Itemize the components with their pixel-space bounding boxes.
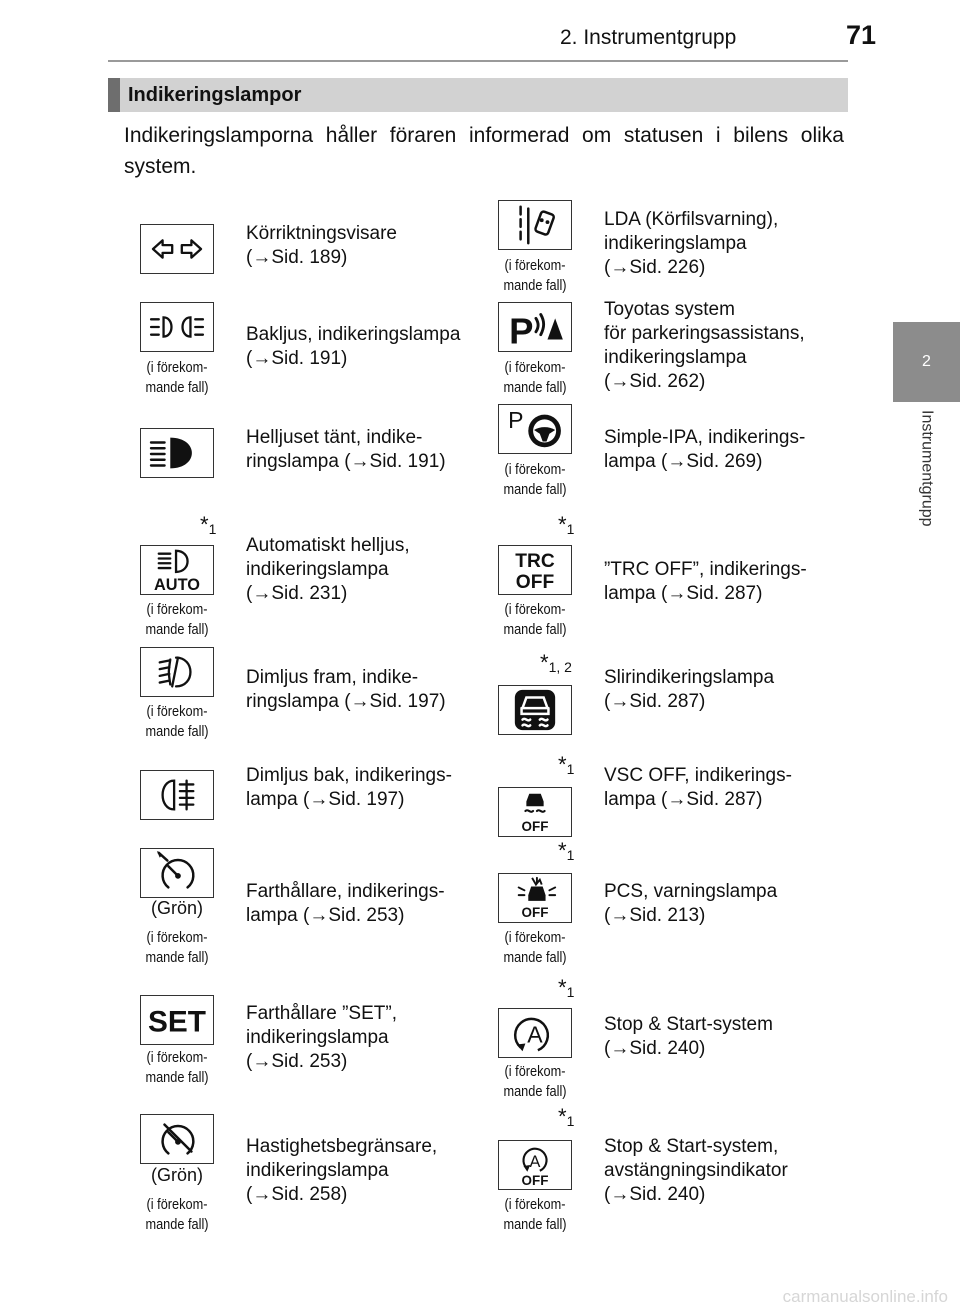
svg-text:OFF: OFF [515, 572, 555, 594]
availability-note: (i förekom- mande fall) [503, 257, 567, 294]
stop-start-off-icon [498, 1140, 572, 1190]
availability-note: (i förekom- mande fall) [503, 1196, 567, 1233]
desc-stop-start-off: Stop & Start-system, avstängningsindikator (→Sid. 240) [604, 1136, 788, 1205]
turn-signal-icon [140, 224, 214, 274]
availability-note: (i förekom- mande fall) [145, 1196, 209, 1233]
pcs-warning-icon [498, 873, 572, 923]
desc-lda: LDA (Körfilsvarning), indikeringslampa (→Sid. 226) [604, 209, 779, 278]
desc-simple-ipa: Simple-IPA, indikerings- lampa (→Sid. 269) [604, 427, 806, 472]
trc-off-icon [498, 545, 572, 595]
desc-tail-light: Bakljus, indikeringslampa (→Sid. 191) [246, 324, 461, 369]
svg-text:A: A [529, 1152, 541, 1171]
desc-parking-assist: Toyotas system för parkeringsassistans, indikeringslampa (→Sid. 262) [604, 299, 805, 392]
high-beam-icon [140, 428, 214, 478]
svg-text:SET: SET [148, 1005, 206, 1039]
front-fog-light-icon [140, 647, 214, 697]
desc-cruise-set: Farthållare ”SET”, indikeringslampa (→Sid. 253) [246, 1003, 397, 1072]
desc-slip-indicator: Slirindikeringslampa (→Sid. 287) [604, 667, 775, 712]
cruise-control-icon [140, 848, 214, 898]
vsc-off-icon [498, 787, 572, 837]
desc-stop-start: Stop & Start-system (→Sid. 240) [604, 1014, 773, 1059]
footnote-star: $*_1$ [558, 838, 575, 863]
parking-assist-icon [498, 302, 572, 352]
desc-high-beam: Helljuset tänt, indike- ringslampa (→Sid. 191) [246, 427, 446, 472]
availability-note: (i förekom- mande fall) [503, 1063, 567, 1100]
section-title: Indikeringslampor [128, 83, 302, 106]
side-tab-label: Instrumentgrupp [918, 410, 936, 527]
stop-start-icon [498, 1008, 572, 1058]
desc-vsc-off: VSC OFF, indikerings- lampa (→Sid. 287) [604, 765, 792, 810]
availability-note: (i förekom- mande fall) [145, 601, 209, 638]
slip-indicator-icon [498, 685, 572, 735]
section-heading [108, 78, 848, 112]
green-label: (Grön) [150, 898, 203, 918]
watermark: carmanualsonline.info [782, 1287, 948, 1306]
tail-light-icon [140, 302, 214, 352]
footnote-star: $*_1$ [558, 975, 575, 1000]
availability-note: (i förekom- mande fall) [145, 929, 209, 966]
availability-note: (i förekom- mande fall) [503, 461, 567, 498]
desc-front-fog: Dimljus fram, indike- ringslampa (→Sid. 197) [246, 667, 446, 712]
svg-text:OFF: OFF [521, 1173, 549, 1189]
footnote-star: $*_1$ [200, 512, 217, 537]
desc-speed-limiter: Hastighetsbegränsare, indikeringslampa (→Sid. 258) [246, 1136, 438, 1205]
desc-rear-fog: Dimljus bak, indikerings- lampa (→Sid. 197) [246, 765, 452, 810]
svg-text:TRC: TRC [515, 551, 555, 573]
availability-note: (i förekom- mande fall) [503, 929, 567, 966]
side-tab-number: 2 [893, 322, 960, 402]
availability-note: (i förekom- mande fall) [503, 359, 567, 396]
svg-text:P: P [508, 407, 524, 434]
page-number: 71 [846, 20, 877, 50]
svg-text:AUTO: AUTO [154, 576, 200, 594]
desc-pcs: PCS, varningslampa (→Sid. 213) [604, 881, 778, 926]
svg-text:OFF: OFF [521, 819, 549, 835]
svg-text:A: A [527, 1021, 543, 1048]
cruise-set-icon [140, 995, 214, 1045]
svg-text:OFF: OFF [521, 905, 549, 921]
availability-note: (i förekom- mande fall) [145, 359, 209, 396]
chapter-title: 2. Instrumentgrupp [560, 26, 737, 49]
green-label: (Grön) [150, 1165, 203, 1185]
desc-turn-signal: Körriktningsvisare (→Sid. 189) [246, 223, 397, 268]
footnote-star: $*_1$ [558, 752, 575, 777]
rear-fog-light-icon [140, 770, 214, 820]
svg-text:P: P [509, 310, 534, 351]
header-divider [108, 60, 848, 62]
footnote-star: $*_1$ [558, 512, 575, 537]
desc-auto-high-beam: Automatiskt helljus, indikeringslampa (→Sid. 231) [246, 535, 410, 604]
intro-paragraph: Indikeringslamporna håller föraren informerad om statusen i bilens olika system. [124, 124, 844, 178]
availability-note: (i förekom- mande fall) [503, 601, 567, 638]
auto-high-beam-icon [140, 545, 214, 595]
footnote-star: $*_{1, 2}$ [540, 650, 572, 675]
desc-cruise-control: Farthållare, indikerings- lampa (→Sid. 253) [246, 881, 445, 926]
availability-note: (i förekom- mande fall) [145, 1049, 209, 1086]
availability-note: (i förekom- mande fall) [145, 703, 209, 740]
simple-ipa-icon [498, 404, 572, 454]
speed-limiter-icon [140, 1114, 214, 1164]
lda-icon [498, 200, 572, 250]
desc-trc-off: ”TRC OFF”, indikerings- lampa (→Sid. 287) [604, 559, 807, 604]
footnote-star: $*_1$ [558, 1104, 575, 1129]
